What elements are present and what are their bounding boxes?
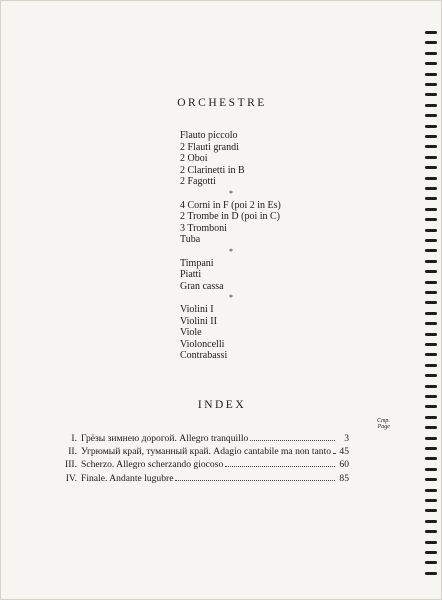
page-column-caption [377,418,390,430]
entry-number: I. [71,433,77,444]
binding-ring [425,312,437,315]
entry-page: 60 [339,459,349,471]
binding-ring [425,291,437,294]
instrument-line: 4 Corni in F (poi 2 in Es) [180,199,281,211]
binding-ring [425,301,437,304]
binding-ring [425,73,437,76]
binding-ring [425,62,437,65]
entry-title: Угрюмый край, туманный край. Adagio cantabile ma non tanto [81,446,332,458]
binding-ring [425,249,437,252]
binding-ring [425,166,437,169]
instrument-line: Violoncelli [180,338,225,350]
binding-ring [425,541,437,544]
binding-ring [425,31,437,34]
binding-ring [425,426,437,429]
binding-ring [425,197,437,200]
binding-ring [425,281,437,284]
index-entry [53,432,349,445]
entry-page: 85 [339,472,349,484]
binding-ring [425,530,437,533]
entry-title: Finale. Andante lugubre [81,472,174,484]
binding-ring [425,333,437,336]
binding-ring [425,145,437,148]
binding-ring [425,270,437,273]
page-caption-ru: Стр. [377,418,390,424]
page-caption-en: Page [377,424,390,430]
binding-ring [425,572,437,575]
binding-ring [425,322,437,325]
entry-page: 45 [339,446,349,458]
group-separator-star: * [229,293,233,303]
binding-ring [425,260,437,263]
instrument-line: Violini I [180,303,214,315]
instrument-line: Viole [180,327,202,339]
binding-ring [425,135,437,138]
index-entry [53,458,349,471]
binding-ring [425,457,437,460]
binding-ring [425,177,437,180]
entry-title: Грёзы зимнею дорогой. Allegro tranquillo [81,433,249,444]
binding-ring [425,187,437,190]
binding-ring [425,83,437,86]
binding-ring [425,520,437,523]
binding-ring [425,374,437,377]
index-entry [53,445,349,458]
instrument-line: Tuba [180,234,201,246]
instrument-line: Contrabassi [180,350,228,362]
binding-ring [425,416,437,419]
binding-ring [425,353,437,356]
binding-ring [425,437,437,440]
binding-ring [425,343,437,346]
binding-ring [425,125,437,128]
spiral-binding [425,31,437,579]
index-entry [53,472,349,485]
index-list [53,432,349,485]
group-separator-star: * [229,246,233,256]
group-separator-star: * [229,188,233,198]
binding-ring [425,93,437,96]
instrument-line: Piatti [180,269,202,281]
entry-number: II. [68,446,77,458]
binding-ring [425,385,437,388]
dot-leader [175,472,335,481]
instrument-group-woodwinds [180,130,281,188]
binding-ring [425,208,437,211]
instrument-line: Gran cassa [180,280,224,292]
binding-ring [425,489,437,492]
dot-leader [225,458,335,467]
binding-ring [425,239,437,242]
binding-ring [425,499,437,502]
binding-ring [425,41,437,44]
index-heading: INDEX [197,399,247,411]
binding-ring [425,364,437,367]
binding-ring [425,156,437,159]
instrument-line: 2 Flauti grandi [180,141,239,153]
entry-title: Scherzo. Allegro scherzando giocoso [81,459,224,471]
instrument-group-strings [180,304,281,362]
instrument-line: 2 Oboi [180,153,208,165]
binding-ring [425,478,437,481]
instrument-line: 2 Clarinetti in B [180,164,245,176]
orchestre-heading: ORCHESTRE [177,97,267,109]
instrument-line: 2 Fagotti [180,176,216,188]
instrument-group-brass [180,200,281,246]
binding-ring [425,114,437,117]
instrument-line: Timpani [180,257,214,269]
binding-ring [425,218,437,221]
binding-ring [425,52,437,55]
binding-ring [425,229,437,232]
instrument-group-percussion [180,258,281,293]
binding-ring [425,468,437,471]
instrument-list [180,130,281,362]
binding-ring [425,551,437,554]
instrument-line: 2 Trombe in D (poi in C) [180,211,281,223]
entry-number: IV. [65,472,77,484]
binding-ring [425,561,437,564]
entry-number: III. [65,459,77,471]
dot-leader [250,432,335,441]
entry-page: 3 [344,433,349,444]
instrument-line: 3 Tromboni [180,222,227,234]
dot-leader [333,445,335,454]
binding-ring [425,509,437,512]
binding-ring [425,447,437,450]
binding-ring [425,395,437,398]
instrument-line: Violini II [180,315,217,327]
instrument-line: Flauto piccolo [180,130,238,141]
